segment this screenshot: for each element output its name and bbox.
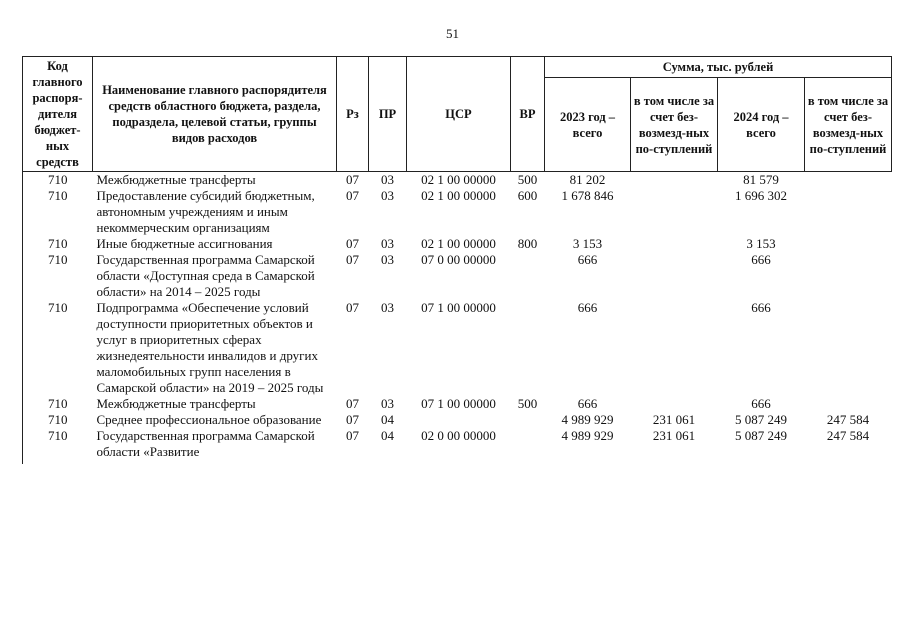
budget-table: [22, 56, 892, 464]
cell-rz: 07: [346, 188, 359, 203]
cell-vr: [511, 252, 545, 300]
header-2024-free: в том числе за счет без-возмезд-ных по-ступлений: [805, 78, 892, 172]
table-row: [23, 252, 892, 300]
cell-f2023: [631, 396, 718, 412]
cell-f2023: [631, 252, 718, 300]
cell-s2024: 3 153: [746, 236, 776, 251]
header-rz: Рз: [337, 57, 369, 172]
cell-s2024: 666: [751, 252, 771, 267]
cell-code: 710: [23, 188, 93, 236]
table-row: [23, 172, 892, 189]
cell-csr: 07 1 00 00000: [421, 300, 496, 315]
cell-name: Предоставление субсидий бюджетным, автономным учреждениям и иным некоммерческим организациям: [96, 188, 315, 235]
cell-csr: 07 0 00 00000: [421, 252, 496, 267]
cell-f2024: [805, 300, 892, 396]
cell-f2023: 231 061: [652, 428, 696, 443]
cell-f2023: [631, 172, 718, 189]
cell-f2023: [631, 188, 718, 236]
table-row: [23, 300, 892, 396]
cell-code: 710: [23, 428, 93, 464]
cell-pr: 03: [381, 172, 394, 187]
cell-vr: [511, 428, 545, 464]
table-body: [23, 172, 892, 465]
header-vr: ВР: [511, 57, 545, 172]
cell-name: Подпрограмма «Обеспечение условий доступности приоритетных объектов и услуг в приоритетных сферах жизнедеятельности инвалидов и других маломобильных групп населения в Самарской области» на 2019 – 2025 годы: [96, 300, 324, 395]
cell-f2024: [805, 396, 892, 412]
cell-s2023: 666: [577, 252, 598, 267]
table-row: [23, 396, 892, 412]
cell-rz: 07: [346, 300, 359, 315]
cell-f2023: [631, 236, 718, 252]
cell-s2023: 81 202: [569, 172, 606, 187]
cell-pr: 03: [381, 396, 394, 411]
cell-f2024: [805, 252, 892, 300]
cell-s2024: 666: [751, 300, 771, 315]
cell-pr: 03: [381, 300, 394, 315]
header-2023-free: в том числе за счет без-возмезд-ных по-ступлений: [631, 78, 718, 172]
cell-s2023: 666: [577, 300, 598, 315]
cell-f2024: [805, 188, 892, 236]
table-header: [23, 57, 892, 172]
cell-csr: [407, 412, 511, 428]
cell-csr: 02 1 00 00000: [421, 236, 496, 251]
header-code: Код главного распоря-дителя бюджет-ных средств: [23, 57, 93, 172]
cell-s2023: 1 678 846: [561, 188, 614, 203]
cell-rz: 07: [346, 172, 359, 187]
header-2024-total: 2024 год – всего: [718, 78, 805, 172]
cell-s2024: 1 696 302: [735, 188, 787, 203]
cell-rz: 07: [346, 428, 359, 443]
cell-name: Государственная программа Самарской области «Развитие: [96, 428, 315, 459]
cell-pr: 04: [381, 412, 394, 427]
header-name: Наименование главного распорядителя средств областного бюджета, раздела, подраздела, целевой статьи, группы видов расходов: [93, 57, 337, 172]
cell-s2024: 5 087 249: [735, 428, 787, 443]
cell-f2024: 247 584: [826, 412, 870, 427]
table-row: [23, 236, 892, 252]
cell-pr: 03: [381, 252, 394, 267]
cell-code: 710: [23, 396, 93, 412]
cell-f2023: [631, 300, 718, 396]
cell-vr: [511, 300, 545, 396]
cell-rz: 07: [346, 252, 359, 267]
cell-vr: 600: [517, 188, 538, 203]
cell-pr: 04: [381, 428, 394, 443]
cell-csr: 02 0 00 00000: [421, 428, 496, 443]
header-csr: ЦСР: [407, 57, 511, 172]
cell-name: Межбюджетные трансферты: [96, 172, 256, 187]
cell-s2024: 81 579: [743, 172, 779, 187]
cell-s2023: 666: [577, 396, 598, 411]
cell-pr: 03: [381, 188, 394, 203]
cell-s2023: 4 989 929: [561, 412, 614, 427]
cell-s2023: 4 989 929: [561, 428, 614, 443]
table-row: [23, 428, 892, 464]
cell-pr: 03: [381, 236, 394, 251]
cell-vr: 500: [517, 172, 538, 187]
cell-name: Среднее профессиональное образование: [96, 412, 322, 427]
cell-f2024: 247 584: [826, 428, 870, 443]
cell-code: 710: [23, 412, 93, 428]
cell-code: 710: [23, 300, 93, 396]
cell-code: 710: [23, 236, 93, 252]
cell-vr: 500: [517, 396, 538, 411]
cell-name: Государственная программа Самарской области «Доступная среда в Самарской области» на 2014 – 2025 годы: [96, 252, 315, 299]
cell-rz: 07: [346, 412, 359, 427]
cell-f2023: 231 061: [652, 412, 696, 427]
cell-s2024: 5 087 249: [735, 412, 787, 427]
cell-csr: 02 1 00 00000: [421, 188, 496, 203]
cell-vr: [511, 412, 545, 428]
cell-name: Иные бюджетные ассигнования: [96, 236, 273, 251]
cell-code: 710: [23, 172, 93, 189]
table-row: [23, 412, 892, 428]
cell-name: Межбюджетные трансферты: [96, 396, 256, 411]
cell-csr: 07 1 00 00000: [421, 396, 496, 411]
page-number: 51: [446, 26, 459, 41]
header-2023-total: 2023 год – всего: [545, 78, 631, 172]
cell-rz: 07: [346, 396, 359, 411]
header-pr: ПР: [369, 57, 407, 172]
cell-code: 710: [23, 252, 93, 300]
cell-s2024: 666: [751, 396, 771, 411]
cell-s2023: 3 153: [572, 236, 603, 251]
cell-vr: 800: [517, 236, 538, 251]
cell-rz: 07: [346, 236, 359, 251]
header-sum-group: Сумма, тыс. рублей: [545, 57, 892, 78]
table-row: [23, 188, 892, 236]
cell-f2024: [805, 172, 892, 189]
cell-csr: 02 1 00 00000: [421, 172, 496, 187]
cell-f2024: [805, 236, 892, 252]
